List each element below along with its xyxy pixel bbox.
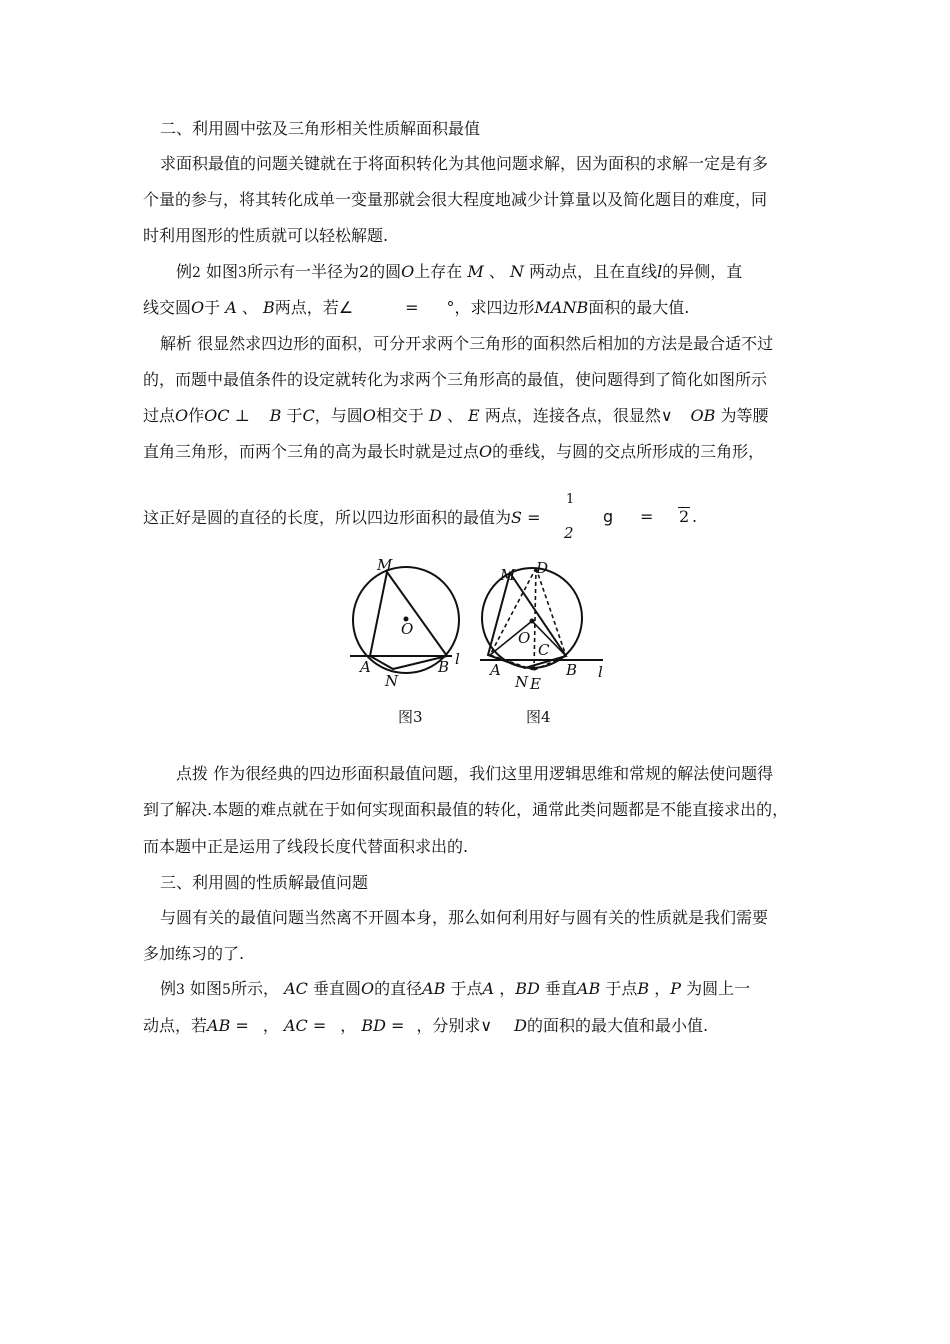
fraction-denominator: 2 bbox=[564, 524, 574, 542]
label-n-fig3: N bbox=[385, 672, 399, 690]
math-period: . bbox=[692, 507, 698, 526]
paragraph-3-line-1: 与圆有关的最值问题当然离不开圆本身，那么如何利用好与圆有关的性质就是我们需要 bbox=[160, 908, 769, 927]
label-d-fig4: D bbox=[536, 559, 549, 577]
label-e-fig4: E bbox=[530, 675, 541, 693]
math-g: g bbox=[603, 507, 614, 526]
section-heading-3: 三、利用圆的性质解最值问题 bbox=[160, 873, 369, 892]
paragraph-line: 个量的参与，将其转化成单一变量那就会很大程度地减少计算量以及简化题目的难度，同 bbox=[143, 190, 768, 209]
analysis-line-3: 过点O作OC ⊥ B 于C，与圆O相交于 D 、 E 两点，连接各点，很显然∨ OB 为等腰 bbox=[143, 406, 769, 425]
tip-line-3: 而本题中正是运用了线段长度代替面积求出的. bbox=[143, 837, 469, 856]
example-2-line-2: 线交圆O于 A 、 B两点，若∠ = °，求四边形MANB面积的最大值. bbox=[143, 298, 690, 317]
label-o-fig3: O bbox=[401, 620, 414, 638]
tip-line-2: 到了解决.本题的难点就在于如何实现面积最值的转化，通常此类问题都是不能直接求出的， bbox=[143, 800, 789, 819]
section-heading-2: 二、利用圆中弦及三角形相关性质解面积最值 bbox=[160, 119, 481, 138]
label-l-fig3: l bbox=[455, 650, 460, 668]
example-2-line-1: 例2 如图3所示有一半径为2的圆O上存在 M 、 N 两动点，且在直线l的异侧，直 bbox=[176, 262, 743, 281]
label-l-fig4: l bbox=[598, 663, 603, 681]
label-n-fig4: N bbox=[515, 673, 529, 691]
math-sqrt-2: 2 bbox=[679, 507, 690, 526]
quadrilateral-manb-fig4 bbox=[488, 573, 566, 668]
label-m-fig4: M bbox=[500, 566, 516, 584]
label-b-fig4: B bbox=[566, 661, 578, 679]
math-equals: = bbox=[640, 507, 654, 526]
paragraph-line: 时利用图形的性质就可以轻松解题. bbox=[143, 226, 389, 245]
figure-3-4 bbox=[340, 553, 620, 733]
analysis-line-2: 的，而题中最值条件的设定就转化为求两个三角形高的最值，使问题得到了简化如图所示 bbox=[143, 370, 768, 389]
label-a-fig4: A bbox=[490, 661, 501, 679]
caption-fig4: 图4 bbox=[526, 708, 551, 726]
example-3-line-2: 动点，若AB = ， AC = ， BD = ，分别求∨ D的面积的最大值和最小值. bbox=[143, 1016, 709, 1035]
label-o-fig4: O bbox=[518, 629, 531, 647]
analysis-line-5: 这正好是圆的直径的长度，所以四边形面积的最值为S = bbox=[143, 508, 541, 527]
center-dot-fig4 bbox=[531, 620, 534, 623]
tip-line-1: 点拨 作为很经典的四边形面积最值问题，我们这里用逻辑思维和常规的解法使问题得 bbox=[176, 764, 774, 783]
caption-fig3: 图3 bbox=[398, 708, 423, 726]
label-a-fig3: A bbox=[360, 658, 371, 676]
label-c-fig4: C bbox=[538, 641, 550, 659]
geometry-figures bbox=[340, 553, 620, 733]
label-b-fig3: B bbox=[438, 658, 450, 676]
example-3-line-1: 例3 如图5所示， AC 垂直圆O的直径AB 于点A ，BD 垂直AB 于点B ，P 为圆上一 bbox=[160, 979, 751, 998]
label-m-fig3: M bbox=[377, 556, 393, 574]
dashed-de bbox=[534, 568, 536, 670]
analysis-line-1: 解析 很显然求四边形的面积，可分开求两个三角形的面积然后相加的方法是最合适不过 bbox=[160, 334, 774, 353]
paragraph-line: 求面积最值的问题关键就在于将面积转化为其他问题求解，因为面积的求解一定是有多 bbox=[160, 154, 769, 173]
analysis-line-4: 直角三角形，而两个三角的高为最长时就是过点O的垂线，与圆的交点所形成的三角形， bbox=[143, 442, 765, 461]
fraction-numerator: 1 bbox=[566, 492, 575, 507]
paragraph-3-line-2: 多加练习的了. bbox=[143, 944, 245, 963]
